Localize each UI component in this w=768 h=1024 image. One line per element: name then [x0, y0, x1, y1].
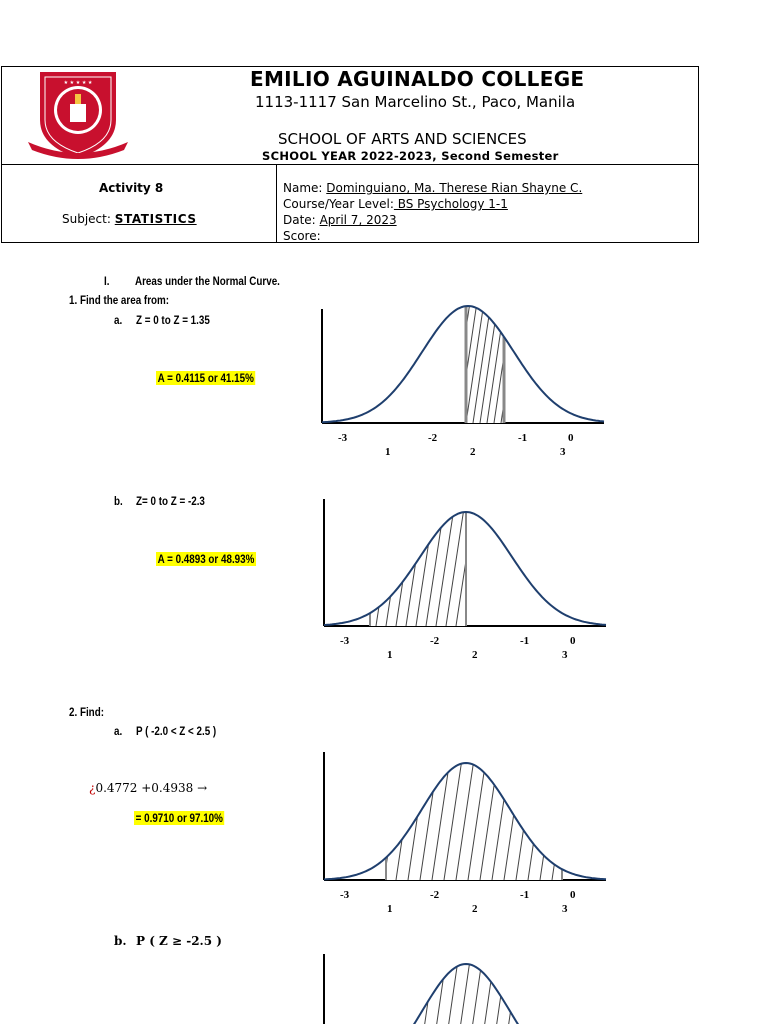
shaded-area: [386, 763, 562, 880]
college-name: EMILIO AGUINALDO COLLEGE: [250, 67, 585, 91]
hatch-line: [576, 759, 594, 880]
subject-line: [62, 211, 197, 227]
hatch-line: [596, 960, 614, 1024]
hatch-line: [588, 759, 606, 880]
answer-2a: = 0.9710 or 97.10%: [135, 811, 223, 825]
date-line: [283, 212, 397, 228]
item-2b-label: b.: [114, 934, 127, 948]
item-1b-label: b.: [114, 494, 123, 508]
svg-text:★ ★ ★ ★ ★: ★ ★ ★ ★ ★: [63, 80, 93, 86]
hatch-line: [368, 960, 386, 1024]
hatch-line: [380, 960, 398, 1024]
hatch-line: [529, 302, 547, 423]
college-address: 1113-1117 San Marcelino St., Paco, Manila: [255, 93, 576, 111]
hatch-line: [552, 759, 570, 880]
course-label: Course/Year Level:: [283, 197, 394, 211]
shaded-area: [370, 512, 466, 626]
tick-label-top: -3: [340, 889, 350, 901]
tick-label-top: 0: [570, 889, 576, 901]
item-2b-text: P ( Z ≥ -2.5 ): [136, 934, 222, 948]
hatch-line: [476, 508, 494, 626]
name-label: Name:: [283, 181, 323, 195]
tick-label-top: -3: [338, 432, 348, 444]
school-name: SCHOOL OF ARTS AND SCIENCES: [278, 130, 527, 148]
tick-label-bottom: 2: [470, 446, 476, 458]
tick-label-top: -1: [520, 889, 530, 901]
item-2a-label: a.: [114, 724, 123, 738]
answer-1a: A = 0.4115 or 41.15%: [157, 371, 254, 385]
tick-label-top: 0: [568, 432, 574, 444]
tick-label-top: -1: [520, 635, 530, 647]
name-value: Dominguiano, Ma. Therese Rian Shayne C.: [326, 181, 583, 195]
course-value: BS Psychology 1-1: [393, 197, 508, 211]
tick-label-bottom: 1: [387, 903, 393, 915]
tick-label-top: -3: [340, 635, 350, 647]
name-line: [283, 180, 582, 196]
tick-label-bottom: 1: [385, 446, 391, 458]
score-value: _______________: [324, 229, 415, 243]
hatch-line: [356, 508, 374, 626]
tick-label-bottom: 3: [560, 446, 566, 458]
school-year: SCHOOL YEAR 2022-2023, Second Semester: [262, 149, 559, 163]
tick-label-bottom: 2: [472, 903, 478, 915]
item-1a-text: Z = 0 to Z = 1.35: [136, 313, 210, 327]
curve-plot-2a: [322, 750, 612, 920]
hatch-line: [466, 508, 484, 626]
answer-1b: A = 0.4893 or 48.93%: [157, 552, 255, 566]
hatch-line: [608, 960, 626, 1024]
curve-plot-1b: [322, 497, 612, 667]
college-seal-logo: [26, 68, 130, 160]
tick-label-top: -2: [428, 432, 438, 444]
hatch-line: [572, 960, 590, 1024]
tick-label-bottom: 2: [472, 649, 478, 661]
curve-plot-1a: [320, 304, 610, 468]
activity-title: Activity 8: [99, 181, 164, 195]
shaded-area: [466, 306, 504, 423]
score-label: Score:: [283, 229, 321, 243]
subject-label: Subject:: [62, 212, 111, 226]
tick-label-top: -1: [518, 432, 528, 444]
header-divider: [1, 164, 699, 165]
hatch-line: [584, 960, 602, 1024]
item-2a-text: P ( -2.0 < Z < 2.5 ): [136, 724, 217, 738]
tick-label-bottom: 3: [562, 649, 568, 661]
hatch-line: [524, 960, 542, 1024]
hatch-line: [515, 302, 533, 423]
tick-label-bottom: 3: [562, 903, 568, 915]
hatch-line: [632, 960, 650, 1024]
section-numeral: I.: [104, 274, 110, 288]
question-1: 1. Find the area from:: [69, 293, 170, 307]
tick-label-top: -2: [430, 635, 440, 647]
info-divider: [276, 164, 277, 243]
date-label: Date:: [283, 213, 316, 227]
item-1a-label: a.: [114, 313, 123, 327]
section-title: Areas under the Normal Curve.: [135, 274, 280, 288]
date-value: April 7, 2023: [319, 213, 397, 227]
hatch-line: [392, 960, 410, 1024]
normal-curve: [322, 306, 604, 422]
shaded-area: [382, 964, 606, 1024]
subject-value: STATISTICS: [114, 212, 197, 226]
hatch-line: [536, 960, 554, 1024]
tick-label-bottom: 1: [387, 649, 393, 661]
hatch-line: [620, 960, 638, 1024]
tick-label-top: 0: [570, 635, 576, 647]
hatch-line: [560, 960, 578, 1024]
formula-text: 0.4772 +0.4938 →: [95, 781, 208, 795]
formula-mark: ¿: [89, 781, 96, 795]
hatch-line: [564, 759, 582, 880]
score-line: [283, 228, 414, 244]
item-1b-text: Z= 0 to Z = -2.3: [136, 494, 205, 508]
question-2: 2. Find:: [69, 705, 104, 719]
hatch-line: [508, 302, 526, 423]
hatch-line: [522, 302, 540, 423]
hatch-line: [512, 960, 530, 1024]
course-line: [283, 196, 508, 212]
curve-plot-2b: [322, 952, 612, 1024]
hatch-line: [548, 960, 566, 1024]
formula-2a: [89, 781, 207, 795]
tick-label-top: -2: [430, 889, 440, 901]
